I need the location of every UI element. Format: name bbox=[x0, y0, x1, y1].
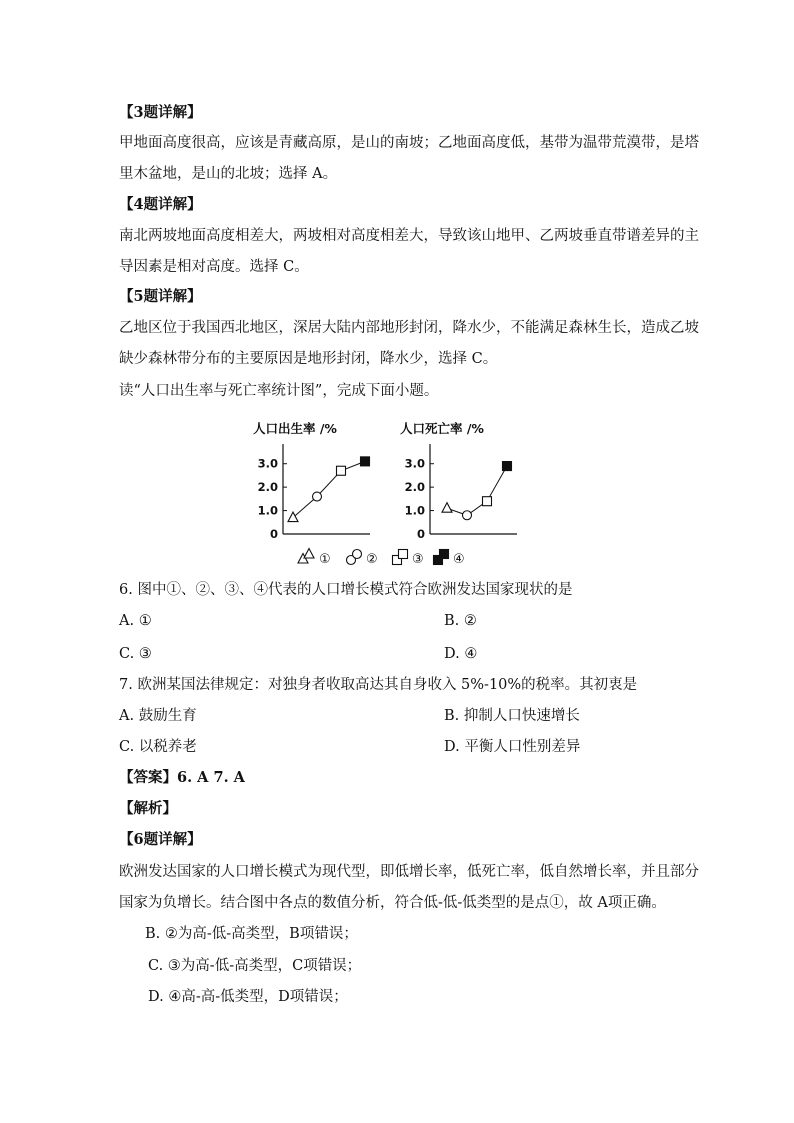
data-point-② bbox=[313, 492, 322, 501]
death-rate-chart bbox=[400, 421, 517, 541]
option-7d: D. 平衡人口性别差异 bbox=[444, 739, 581, 755]
paragraph-line: 里木盆地，是山的北坡；选择 A。 bbox=[119, 166, 338, 182]
section-6-header: 【6题详解】 bbox=[119, 831, 202, 848]
data-point-③ bbox=[337, 466, 346, 475]
question-7: 7. 欧洲某国法律规定：对独身者收取高达其自身收入 5%-10%的税率。其初衷是 bbox=[119, 677, 638, 693]
birth-rate-chart bbox=[253, 421, 370, 541]
option-7c: C. 以税养老 bbox=[119, 739, 197, 755]
question-6: 6. 图中①、②、③、④代表的人口增长模式符合欧洲发达国家现状的是 bbox=[119, 582, 573, 598]
data-point-① bbox=[288, 512, 298, 522]
legend-label: ① bbox=[319, 552, 331, 567]
y-tick-label: 1.0 bbox=[404, 503, 425, 518]
paragraph-line: 乙地区位于我国西北地区，深居大陆内部地形封闭，降水少，不能满足森林生长，造成乙坡 bbox=[119, 320, 699, 336]
section-4-header: 【4题详解】 bbox=[119, 196, 202, 213]
legend-item bbox=[347, 550, 378, 568]
analysis-c: C. ③为高-低-高类型，C项错误； bbox=[148, 958, 362, 974]
legend-label: ② bbox=[366, 552, 378, 567]
legend-item bbox=[393, 550, 424, 568]
option-7a: A. 鼓励生育 bbox=[119, 708, 197, 724]
legend-item bbox=[298, 549, 331, 568]
paragraph-line: 欧洲发达国家的人口增长模式为现代型，即低增长率，低死亡率，低自然增长率，并且部分 bbox=[119, 864, 699, 880]
y-tick-label: 2.0 bbox=[257, 480, 278, 495]
option-7b: B. 抑制人口快速增长 bbox=[444, 708, 580, 724]
paragraph-line: 甲地面高度很高，应该是青藏高原，是山的南坡；乙地面高度低，基带为温带荒漠带，是塔 bbox=[119, 135, 699, 151]
triangle-icon bbox=[304, 549, 314, 559]
data-point-② bbox=[463, 511, 472, 520]
data-point-① bbox=[442, 503, 452, 513]
option-6a: A. ① bbox=[119, 613, 152, 629]
analysis-b: B. ②为高-低-高类型，B项错误； bbox=[145, 926, 358, 942]
chart-title: 人口死亡率 /% bbox=[400, 421, 484, 436]
section-3-header: 【3题详解】 bbox=[119, 104, 202, 121]
paragraph-line: 国家为负增长。结合图中各点的数值分析，符合低-低-低类型的是点①，故 A项正确。 bbox=[119, 895, 666, 911]
legend-label: ④ bbox=[453, 552, 465, 567]
data-point-④ bbox=[361, 457, 370, 466]
filled-square-icon bbox=[440, 550, 449, 559]
section-5-header: 【5题详解】 bbox=[119, 288, 202, 305]
y-tick-label: 0 bbox=[416, 527, 425, 541]
analysis-header: 【解析】 bbox=[119, 800, 177, 817]
y-tick-label: 1.0 bbox=[257, 503, 278, 518]
option-6c: C. ③ bbox=[119, 646, 152, 662]
legend-item bbox=[434, 550, 465, 568]
paragraph-line: 南北两坡地面高度相差大，两坡相对高度相差大，导致该山地甲、乙两坡垂直带谱差异的主 bbox=[119, 228, 699, 244]
data-point-③ bbox=[483, 497, 492, 506]
y-tick-label: 2.0 bbox=[404, 480, 425, 495]
data-point-④ bbox=[503, 462, 512, 471]
series-line bbox=[293, 461, 365, 517]
open-square-icon bbox=[399, 550, 408, 559]
series-line bbox=[447, 466, 507, 515]
chart-title: 人口出生率 /% bbox=[253, 421, 337, 436]
y-tick-label: 3.0 bbox=[404, 456, 425, 471]
option-6d: D. ④ bbox=[444, 646, 478, 662]
y-tick-label: 0 bbox=[269, 527, 278, 541]
instruction-line: 读“人口出生率与死亡率统计图”，完成下面小题。 bbox=[119, 383, 439, 399]
circle-icon bbox=[353, 550, 362, 559]
y-tick-label: 3.0 bbox=[257, 456, 278, 471]
answer-line: 【答案】6. A 7. A bbox=[119, 769, 245, 786]
analysis-d: D. ④高-高-低类型，D项错误； bbox=[148, 989, 348, 1005]
legend-label: ③ bbox=[412, 552, 424, 567]
option-6b: B. ② bbox=[444, 613, 477, 629]
chart-legend bbox=[298, 549, 465, 568]
paragraph-line: 导因素是相对高度。选择 C。 bbox=[119, 259, 309, 275]
paragraph-line: 缺少森林带分布的主要原因是地形封闭，降水少，选择 C。 bbox=[119, 351, 498, 367]
